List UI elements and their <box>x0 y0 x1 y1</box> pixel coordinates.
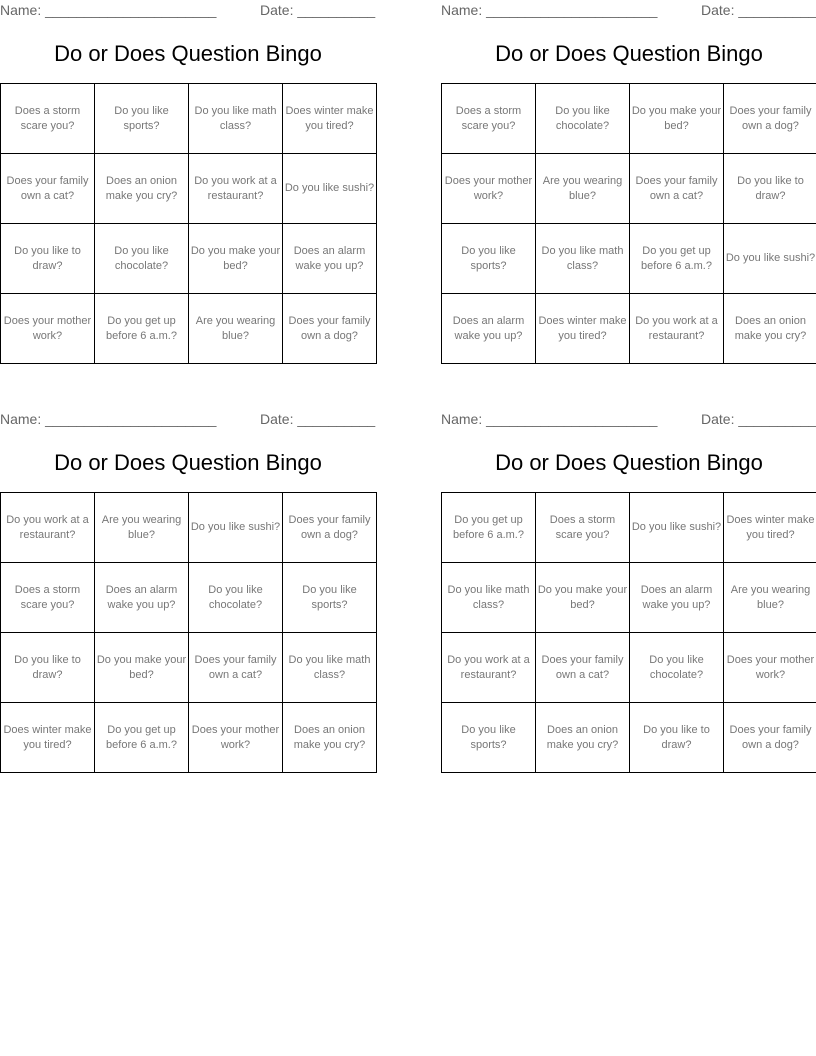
grid-row <box>1 493 377 563</box>
grid-cell[interactable]: Are you wearing blue? <box>95 493 189 563</box>
grid-cell[interactable]: Are you wearing blue? <box>536 154 630 224</box>
grid-row <box>442 294 816 364</box>
grid-cell[interactable]: Does your family own a dog? <box>283 294 377 364</box>
bingo-grid <box>441 492 816 773</box>
grid-row <box>1 703 377 773</box>
grid-cell[interactable]: Do you like to draw? <box>724 154 816 224</box>
grid-cell[interactable]: Does an onion make you cry? <box>724 294 816 364</box>
grid-row <box>1 563 377 633</box>
grid-cell[interactable]: Does a storm scare you? <box>1 563 95 633</box>
card-title: Do or Does Question Bingo <box>54 450 322 475</box>
grid-cell[interactable]: Do you like sushi? <box>724 224 816 294</box>
grid-cell[interactable]: Does your family own a dog? <box>283 493 377 563</box>
grid-row <box>1 294 377 364</box>
grid-cell[interactable]: Are you wearing blue? <box>189 294 283 364</box>
grid-row <box>442 224 816 294</box>
grid-cell[interactable]: Do you get up before 6 a.m.? <box>442 493 536 563</box>
grid-row <box>442 563 816 633</box>
grid-cell[interactable]: Do you like chocolate? <box>189 563 283 633</box>
grid-cell[interactable]: Do you like sports? <box>442 224 536 294</box>
grid-cell[interactable]: Do you like sports? <box>95 84 189 154</box>
grid-cell[interactable]: Does an onion make you cry? <box>536 703 630 773</box>
grid-cell[interactable]: Do you work at a restaurant? <box>189 154 283 224</box>
grid-cell[interactable]: Does your mother work? <box>442 154 536 224</box>
grid-cell[interactable]: Do you like math class? <box>283 633 377 703</box>
grid-cell[interactable]: Do you like chocolate? <box>95 224 189 294</box>
grid-row <box>442 84 816 154</box>
grid-row <box>442 493 816 563</box>
grid-cell[interactable]: Does a storm scare you? <box>1 84 95 154</box>
grid-cell[interactable]: Does an onion make you cry? <box>283 703 377 773</box>
grid-cell[interactable]: Does an alarm wake you up? <box>95 563 189 633</box>
grid-cell[interactable]: Do you make your bed? <box>630 84 724 154</box>
grid-cell[interactable]: Do you like to draw? <box>1 633 95 703</box>
card-header <box>441 0 816 20</box>
grid-cell[interactable]: Do you like sports? <box>442 703 536 773</box>
grid-cell[interactable]: Do you get up before 6 a.m.? <box>630 224 724 294</box>
date-field[interactable]: Date: __________ <box>260 411 376 427</box>
name-field[interactable]: Name: ______________________ <box>0 411 217 427</box>
grid-cell[interactable]: Does your family own a cat? <box>630 154 724 224</box>
grid-cell[interactable]: Does a storm scare you? <box>442 84 536 154</box>
grid-cell[interactable]: Do you work at a restaurant? <box>442 633 536 703</box>
grid-row <box>442 154 816 224</box>
grid-cell[interactable]: Do you like math class? <box>442 563 536 633</box>
grid-cell[interactable]: Do you like sushi? <box>189 493 283 563</box>
grid-cell[interactable]: Does a storm scare you? <box>536 493 630 563</box>
grid-cell[interactable]: Do you like sushi? <box>630 493 724 563</box>
grid-cell[interactable]: Does your mother work? <box>1 294 95 364</box>
grid-cell[interactable]: Does winter make you tired? <box>724 493 816 563</box>
grid-cell[interactable]: Do you make your bed? <box>536 563 630 633</box>
grid-row <box>1 224 377 294</box>
bingo-grid <box>0 492 377 773</box>
grid-cell[interactable]: Does your family own a dog? <box>724 703 816 773</box>
name-field[interactable]: Name: ______________________ <box>441 2 658 18</box>
grid-row <box>1 633 377 703</box>
grid-row <box>1 154 377 224</box>
bingo-grid <box>0 83 377 364</box>
grid-cell[interactable]: Does winter make you tired? <box>283 84 377 154</box>
card-header <box>441 409 816 429</box>
grid-cell[interactable]: Do you work at a restaurant? <box>1 493 95 563</box>
grid-cell[interactable]: Does your family own a cat? <box>1 154 95 224</box>
date-field[interactable]: Date: __________ <box>701 2 816 18</box>
card-title: Do or Does Question Bingo <box>495 450 763 475</box>
grid-cell[interactable]: Are you wearing blue? <box>724 563 816 633</box>
grid-cell[interactable]: Does your family own a cat? <box>536 633 630 703</box>
grid-cell[interactable]: Does your family own a dog? <box>724 84 816 154</box>
grid-cell[interactable]: Does an alarm wake you up? <box>630 563 724 633</box>
grid-cell[interactable]: Do you like chocolate? <box>536 84 630 154</box>
date-field[interactable]: Date: __________ <box>701 411 816 427</box>
card-header <box>0 0 376 20</box>
grid-cell[interactable]: Does an alarm wake you up? <box>283 224 377 294</box>
grid-cell[interactable]: Do you make your bed? <box>189 224 283 294</box>
grid-cell[interactable]: Does an alarm wake you up? <box>442 294 536 364</box>
card-header <box>0 409 376 429</box>
card-title: Do or Does Question Bingo <box>54 41 322 66</box>
card-title: Do or Does Question Bingo <box>495 41 763 66</box>
name-field[interactable]: Name: ______________________ <box>0 2 217 18</box>
grid-cell[interactable]: Do you get up before 6 a.m.? <box>95 703 189 773</box>
grid-cell[interactable]: Do you make your bed? <box>95 633 189 703</box>
grid-cell[interactable]: Do you like sports? <box>283 563 377 633</box>
name-field[interactable]: Name: ______________________ <box>441 411 658 427</box>
grid-cell[interactable]: Do you like math class? <box>189 84 283 154</box>
grid-cell[interactable]: Does an onion make you cry? <box>95 154 189 224</box>
grid-cell[interactable]: Do you like to draw? <box>1 224 95 294</box>
grid-cell[interactable]: Does your family own a cat? <box>189 633 283 703</box>
date-field[interactable]: Date: __________ <box>260 2 376 18</box>
grid-cell[interactable]: Does winter make you tired? <box>1 703 95 773</box>
grid-cell[interactable]: Does your mother work? <box>724 633 816 703</box>
grid-row <box>442 703 816 773</box>
grid-cell[interactable]: Do you work at a restaurant? <box>630 294 724 364</box>
grid-cell[interactable]: Do you like math class? <box>536 224 630 294</box>
grid-cell[interactable]: Do you get up before 6 a.m.? <box>95 294 189 364</box>
grid-cell[interactable]: Do you like sushi? <box>283 154 377 224</box>
bingo-grid <box>441 83 816 364</box>
grid-row <box>442 633 816 703</box>
grid-cell[interactable]: Does winter make you tired? <box>536 294 630 364</box>
grid-row <box>1 84 377 154</box>
grid-cell[interactable]: Do you like to draw? <box>630 703 724 773</box>
grid-cell[interactable]: Do you like chocolate? <box>630 633 724 703</box>
grid-cell[interactable]: Does your mother work? <box>189 703 283 773</box>
